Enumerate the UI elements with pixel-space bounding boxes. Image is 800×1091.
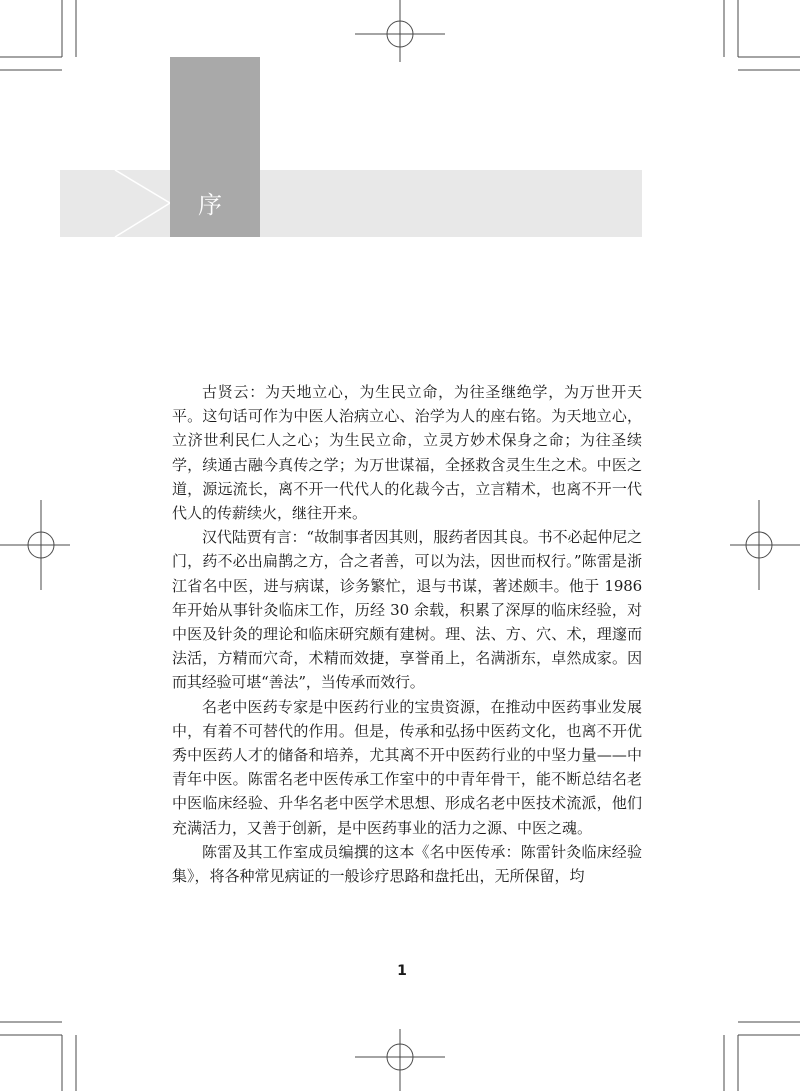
registration-target-left-icon [0,500,70,590]
registration-target-bottom-icon [355,1029,445,1091]
chevron-decoration-icon [60,170,180,237]
page-number: 1 [397,963,407,979]
preface-body [172,380,642,888]
registration-target-top-icon [355,0,445,62]
paragraph: 古贤云：为天地立心，为生民立命，为往圣继绝学，为万世开天平。这句话可作为中医人治病立心、治学为人的座右铭。为天地立心，立济世利民仁人之心；为生民立命，立灵方妙术保身之命；为往圣续学，续通古融今真传之学；为万世谋福，全拯救含灵生生之术。中医之道，源远流长，离不开一代代人的化裁今古，立言精术，也离不开一代代人的传薪续火，继往开来。 [172,383,642,523]
paragraph: 名老中医药专家是中医药行业的宝贵资源，在推动中医药事业发展中，有着不可替代的作用。但是，传承和弘扬中医药文化，也离不开优秀中医药人才的储备和培养，尤其离不开中医药行业的中坚力量——中青年中医。陈雷名老中医传承工作室中的中青年骨干，能不断总结名老中医临床经验、升华名老中医学术思想、形成名老中医技术流派，他们充满活力，又善于创新，是中医药事业的活力之源、中医之魂。 [172,697,642,837]
paragraph: 汉代陆贾有言：“故制事者因其则，服药者因其良。书不必起仲尼之门，药不必出扁鹊之方，合之者善，可以为法，因世而权行。”陈雷是浙江省名中医，进与病谋，诊务繁忙，退与书谋，著述颇丰。他于 1986 年开始从事针灸临床工作，历经 30 余载，积累了深厚的临床经验，对中医及针灸的理论和临床研究颇有建树。理、法、方、穴、术，理邃而法活，方精而穴奇，术精而效捷，享誉甬上，名满浙东，卓然成家。因而其经验可堪“善法”，当传承而效行。 [172,528,642,692]
registration-target-right-icon [730,500,800,590]
paragraph: 陈雷及其工作室成员编撰的这本《名中医传承：陈雷针灸临床经验集》，将各种常见病证的一般诊疗思路和盘托出，无所保留，均 [172,842,642,886]
chapter-title: 序 [198,191,223,219]
